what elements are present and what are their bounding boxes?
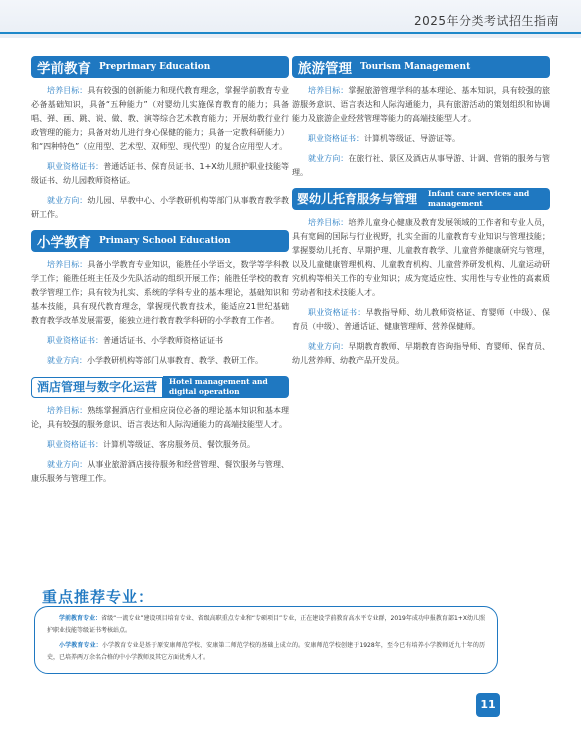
section-tourism-management xyxy=(292,56,550,180)
certificates xyxy=(31,334,289,348)
section-title-zh: 酒店管理与数字化运营 xyxy=(31,377,163,398)
goal-label: 培养目标： xyxy=(47,406,88,415)
section-infant-care xyxy=(292,188,550,368)
right-column xyxy=(292,56,550,376)
cert-label: 职业资格证书： xyxy=(308,308,366,317)
cert-label: 职业资格证书： xyxy=(47,336,103,345)
recommend-item-label: 学前教育专业： xyxy=(59,615,102,622)
job-text: 从事业旅游酒店接待服务和经营管理、餐饮服务与管理、康乐服务与管理工作。 xyxy=(31,460,290,483)
training-goal xyxy=(292,216,550,300)
certificates xyxy=(292,132,550,146)
section-primary-education xyxy=(31,230,289,368)
section-header xyxy=(31,230,289,252)
job-text: 早期教育教师、早期教育咨询指导师、育婴师、保育员、幼儿营养师、幼教产品开发员。 xyxy=(292,342,551,365)
section-title-zh: 小学教育 xyxy=(37,235,91,251)
page-number: 11 xyxy=(476,693,500,717)
section-header xyxy=(31,56,289,78)
goal-text: 具有较强的创新能力和现代教育理念，掌握学前教育专业必备基础知识，具备“五种能力”（对婴幼儿实施保育教育的能力；具备唱、弹、画、跳、说、做、教、演等综合艺术教育能力；开展幼教行业行政管理的能力；具备对幼儿进行身心保健的能力；具备一定教科研能力）和“四种特色”（应用型、艺术型、双师型、现代型）的复合应用型人才。 xyxy=(31,86,290,151)
job-text: 小学教研机构等部门从事教育、教学、教研工作。 xyxy=(87,356,263,365)
section-title-en: Primary School Education xyxy=(99,236,231,246)
section-header xyxy=(31,376,289,398)
goal-text: 具备小学教育专业知识，能胜任小学语文，数学等学科教学工作；能胜任班主任及少先队活动的组织开展工作；能胜任学校的教育教学管理工作；具有较为扎实、系统的学科专业的基本理论，基础知识和基本技能，具有现代教育理念，掌握现代教育技术，能适应21世纪基础教育教学改革发展需要，能独立进行教育教学科研的小学教育工作者。 xyxy=(31,260,290,325)
cert-text: 普通话证书、小学教师资格证证书 xyxy=(103,336,223,345)
section-title-en: Hotel management and digital operation xyxy=(163,376,289,398)
cert-label: 职业资格证书： xyxy=(308,134,364,143)
job-label: 就业方向： xyxy=(47,460,88,469)
cert-text: 计算机等级证、客房服务员、餐饮服务员。 xyxy=(103,440,255,449)
cert-text: 普通话证书、保育员证书、1+X幼儿照护职业技能等级证书、幼儿园教师资格证。 xyxy=(31,162,289,185)
header-divider xyxy=(0,32,581,34)
cert-label: 职业资格证书： xyxy=(47,162,104,171)
job-label: 就业方向： xyxy=(47,196,88,205)
certificates xyxy=(31,438,289,452)
cert-label: 职业资格证书： xyxy=(47,440,103,449)
section-title-zh: 学前教育 xyxy=(37,61,91,77)
goal-label: 培养目标： xyxy=(47,86,88,95)
left-column xyxy=(31,56,289,494)
section-header xyxy=(292,56,550,78)
certificates xyxy=(31,160,289,188)
training-goal xyxy=(292,84,550,126)
goal-text: 熟练掌握酒店行业相应岗位必备的理论基本知识和基本理论，具有较强的服务意识、语言表达和人际沟通能力的高端技能型人才。 xyxy=(31,406,290,429)
employment xyxy=(31,194,289,222)
certificates xyxy=(292,306,550,334)
section-title-en: Infant care services and management xyxy=(422,188,550,210)
employment xyxy=(292,152,550,180)
employment xyxy=(31,354,289,368)
cert-text: 计算机等级证、导游证等。 xyxy=(364,134,460,143)
goal-label: 培养目标： xyxy=(47,260,88,269)
recommend-item-label: 小学教育专业： xyxy=(59,642,102,649)
goal-label: 培养目标： xyxy=(308,86,349,95)
employment xyxy=(292,340,550,368)
page-header-title: 2025年分类考试招生指南 xyxy=(413,14,559,28)
training-goal xyxy=(31,404,289,432)
section-preprimary-education xyxy=(31,56,289,222)
goal-label: 培养目标： xyxy=(308,218,349,227)
section-hotel-management xyxy=(31,376,289,486)
training-goal xyxy=(31,258,289,328)
goal-text: 培养儿童身心健康及教育发展领域的工作者和专业人员，具有宽阔的国际与行业视野，扎实全面的儿童教育专业知识与管理技能；掌握婴幼儿托育、早期护理、儿童教育教学、儿童营养健康研究与管理，以及儿童健康管理机构、儿童教育机构、儿童营养研发机构、儿童运动研究机构等相关工作的专业知识；成为宽适应性、实用性与专业性的高素质劳动者和技术技能人才。 xyxy=(292,218,551,297)
recommended-majors-box xyxy=(34,606,498,674)
job-label: 就业方向： xyxy=(308,342,349,351)
job-label: 就业方向： xyxy=(308,154,349,163)
cert-text: 早教指导师、幼儿教师资格证、育婴师（中级）、保育员（中级）、普通话证、健康管理师、营养保健师。 xyxy=(292,308,551,331)
section-title-zh: 婴幼儿托育服务与管理 xyxy=(292,188,422,210)
job-label: 就业方向： xyxy=(47,356,87,365)
section-header xyxy=(292,188,550,210)
employment xyxy=(31,458,289,486)
section-title-en: Tourism Management xyxy=(360,62,471,72)
section-title-zh: 旅游管理 xyxy=(298,61,352,77)
recommend-item-text: 小学教育专业是基于原安康师范学校、安康第二师范学校的基础上成立的。安康师范学校创建于1928年，至今已有培养小学教师近九十年的历史，已培养两万余名合格的中小学教师及其它方面优秀人才。 xyxy=(47,642,485,661)
recommend-item-text: 省级“一流专业”建设项目培育专业、省级高职重点专业和“专硕项目”专业，正在建设学前教育高水平专业群，2019年成功申报教育部1+X幼儿照护职业技能等级证书考核站点。 xyxy=(47,615,485,634)
training-goal xyxy=(31,84,289,154)
section-title-en: Preprimary Education xyxy=(99,62,211,72)
recommend-item xyxy=(47,613,485,637)
job-text: 在旅行社、景区及酒店从事导游、计调、营销的服务与管理。 xyxy=(292,154,551,177)
recommend-item xyxy=(47,640,485,664)
recommended-majors-title: 重点推荐专业： xyxy=(42,588,155,606)
job-text: 幼儿园、早教中心、小学教研机构等部门从事教育教学教研工作。 xyxy=(31,196,290,219)
goal-text: 掌握旅游管理学科的基本理论、基本知识，具有较强的旅游服务意识、语言表达和人际沟通能力，具有旅游活动的策划组织和协调能力及旅游企业经营管理等能力的高端技能型人才。 xyxy=(292,86,551,123)
